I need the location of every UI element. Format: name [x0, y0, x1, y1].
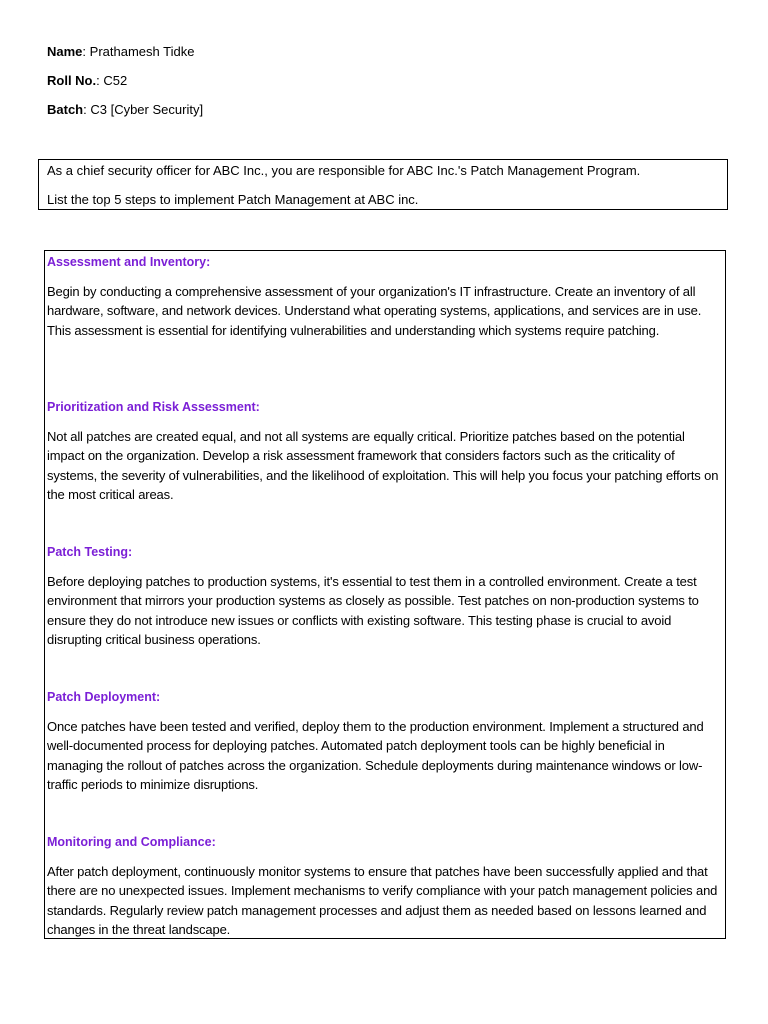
section-body: Not all patches are created equal, and not all systems are equally critical. Prioritize patches based on the potential impact on the organization. Develop a risk assessment framework that considers factors such as the criticality of systems, the severity of vulnerabilities, and the likelihood of exploitation. This will help you focus your patching efforts on the most critical areas.	[47, 429, 719, 503]
section-body: Begin by conducting a comprehensive assessment of your organization's IT infrastructure. Create an inventory of all hardware, software, and network devices. Understand what operating systems, applications, and services are in use. This assessment is essential for identifying vulnerabilities and understanding which systems require patching.	[47, 284, 702, 338]
question-line-2: List the top 5 steps to implement Patch Management at ABC inc.	[47, 192, 419, 207]
section-heading: Patch Testing:	[47, 545, 133, 559]
student-name	[47, 44, 194, 60]
section-heading: Monitoring and Compliance:	[47, 835, 216, 849]
roll-label: Roll No.	[47, 73, 97, 88]
batch-label: Batch	[47, 102, 84, 117]
section-monitoring	[47, 834, 723, 940]
name-value: : Prathamesh Tidke	[82, 44, 195, 59]
section-heading: Prioritization and Risk Assessment:	[47, 400, 260, 414]
section-prioritization	[47, 399, 723, 544]
section-patch-deployment	[47, 689, 723, 834]
section-heading: Patch Deployment:	[47, 690, 161, 704]
batch-value: : C3 [Cyber Security]	[83, 102, 204, 117]
batch	[47, 102, 203, 118]
answer-box	[44, 250, 726, 939]
section-assessment	[47, 254, 723, 399]
section-heading: Assessment and Inventory:	[47, 255, 211, 269]
name-label: Name	[47, 44, 83, 59]
section-body: Before deploying patches to production systems, it's essential to test them in a controlled environment. Create a test environment that mirrors your production systems as closely as possible. Test patches on non-production systems to ensure they do not introduce new issues or conflicts with existing software. This testing phase is crucial to avoid disrupting critical business operations.	[47, 574, 699, 648]
roll-number	[47, 73, 127, 89]
section-body: Once patches have been tested and verified, deploy them to the production environment. Implement a structured and well-documented process for deploying patches. Automated patch deployment tools can be highly beneficial in managing the rollout of patches across the organization. Schedule deployments during maintenance windows or low-traffic periods to minimize disruptions.	[47, 719, 704, 793]
question-box	[38, 159, 728, 210]
section-body: After patch deployment, continuously monitor systems to ensure that patches have been successfully applied and that there are no unexpected issues. Implement mechanisms to verify compliance with your patch management policies and standards. Regularly review patch management processes and adjust them as needed based on lessons learned and changes in the threat landscape.	[47, 864, 718, 938]
section-patch-testing	[47, 544, 723, 689]
roll-value: : C52	[96, 73, 128, 88]
question-line-1: As a chief security officer for ABC Inc., you are responsible for ABC Inc.'s Patch Management Program.	[47, 163, 641, 178]
